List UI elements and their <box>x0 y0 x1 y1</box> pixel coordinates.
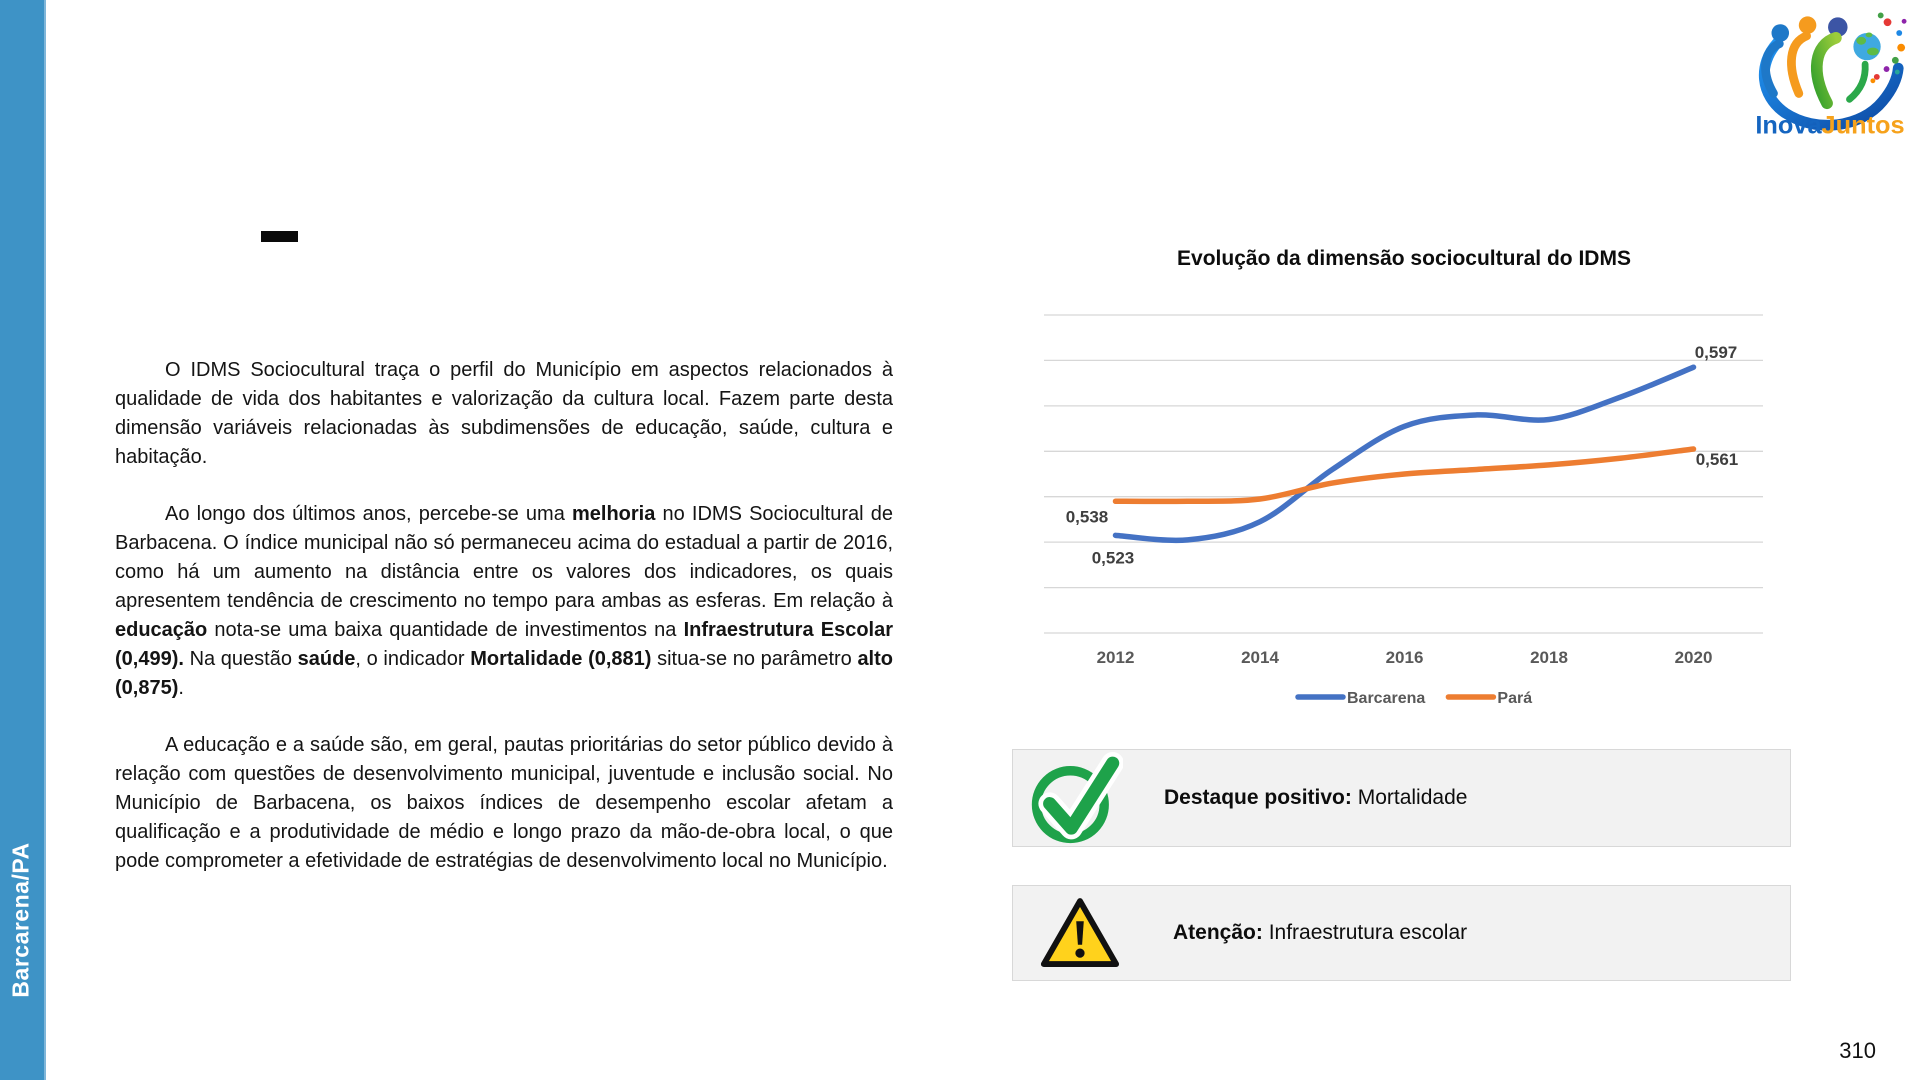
title-dash-placeholder <box>261 231 298 242</box>
logo-wordmark <box>1755 111 1904 139</box>
x-tick-label: 2014 <box>1241 648 1279 667</box>
callout-label: Atenção: <box>1173 921 1263 944</box>
attention-callout <box>1012 885 1791 981</box>
chart-title: Evolução da dimensão sociocultural do IDMS <box>1177 247 1631 270</box>
logo-people-icon <box>1766 16 1866 103</box>
sidebar-municipality-label: Barcarena/PA <box>7 842 34 998</box>
bold-text-run: Mortalidade (0,881) <box>470 648 652 670</box>
series-line-barcarena <box>1116 367 1694 540</box>
bold-text-run: educação <box>115 619 208 641</box>
data-label-last: 0,561 <box>1695 450 1739 470</box>
bold-text-run: melhoria <box>572 503 656 525</box>
x-tick-label: 2016 <box>1385 648 1424 667</box>
callout-text <box>1173 921 1467 945</box>
inovajuntos-logo <box>1752 2 1908 142</box>
body-text-column <box>115 356 893 904</box>
paragraph-idms-intro <box>115 356 893 472</box>
legend-label: Barcarena <box>1347 690 1426 707</box>
callout-icon-wrap <box>1013 751 1164 845</box>
bold-text-run: alto (0,875) <box>115 648 893 699</box>
callout-text <box>1164 786 1467 810</box>
data-label-last: 0,597 <box>1694 343 1738 363</box>
callout-label: Destaque positivo: <box>1164 786 1352 809</box>
data-label-first: 0,523 <box>1091 548 1135 568</box>
paragraph-education-health <box>115 731 893 876</box>
text-run: . <box>178 677 184 699</box>
data-label-first: 0,538 <box>1065 507 1109 527</box>
paragraph-idms-analysis <box>115 500 893 703</box>
text-run: A educação e a saúde são, em geral, pautas prioritárias do setor público devido à relação com questões de desenvolvimento municipal, juventude e inclusão social. No Município de Barbacena, os baixos índices de desempenho escolar afetam a qualificação e a produtividade de médio e longo prazo da mão-de-obra local, o que pode comprometer a efetividade de estratégias de desenvolvimento local no Município. <box>115 734 893 872</box>
bold-text-run: saúde <box>297 648 356 670</box>
text-run: Na questão <box>183 648 298 670</box>
series-line-pará <box>1116 449 1694 501</box>
idms-evolution-line-chart <box>1035 280 1805 720</box>
x-tick-label: 2012 <box>1096 648 1135 667</box>
text-run: no IDMS Sociocultural de Barbacena. O índice municipal não só permaneceu acima do estadual a partir de 2016, como há um aumento na distância entre os valores dos indicadores, os quais apresentem tendência de crescimento no tempo para ambas as esferas. Em relação à <box>115 503 893 612</box>
callout-value: Infraestrutura escolar <box>1262 921 1468 944</box>
callout-icon-wrap <box>1013 894 1173 972</box>
text-run: situa-se no parâmetro <box>651 648 858 670</box>
text-run: nota-se uma baixa quantidade de investimentos na <box>207 619 684 641</box>
bold-text-run: Infraestrutura Escolar (0,499). <box>115 619 893 670</box>
x-tick-label: 2018 <box>1530 648 1568 667</box>
warning-triangle-icon <box>1038 894 1122 972</box>
text-run: , o indicador <box>355 648 471 670</box>
logo-globe-icon <box>1853 33 1880 61</box>
page-number: 310 <box>1839 1038 1876 1063</box>
callout-value: Mortalidade <box>1351 786 1468 809</box>
logo-text-inova: Inova <box>1755 111 1822 140</box>
logo-text-juntos: Juntos <box>1821 111 1905 140</box>
check-circle-icon <box>1029 751 1123 845</box>
positive-highlight-callout <box>1012 749 1791 847</box>
text-run: O IDMS Sociocultural traça o perfil do Município em aspectos relacionados à qualidade de vida dos habitantes e valorização da cultura local. Fazem parte desta dimensão variáveis relacionadas às subdimensões de educação, saúde, cultura e habitação. <box>115 359 893 468</box>
legend-label: Pará <box>1497 690 1533 707</box>
text-run: Ao longo dos últimos anos, percebe-se uma <box>165 503 572 525</box>
x-tick-label: 2020 <box>1674 648 1713 667</box>
